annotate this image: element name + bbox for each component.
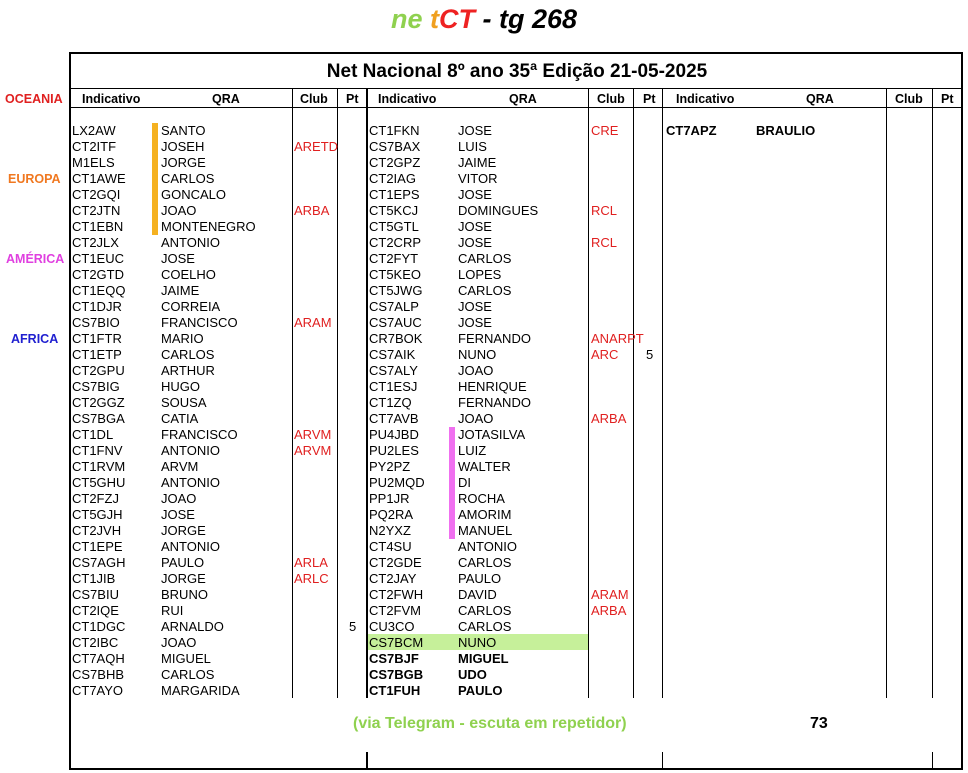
- row-qra: MIGUEL: [458, 651, 509, 666]
- row-qra: JOAO: [458, 411, 494, 426]
- header-qra-2: QRA: [509, 92, 537, 106]
- row-qra: VITOR: [458, 171, 498, 186]
- row-qra: UDO: [458, 667, 487, 682]
- america-marker-bar: [449, 427, 455, 539]
- row-qra: JOTASILVA: [458, 427, 526, 442]
- bottom-tick-2: [662, 752, 663, 768]
- group-divider-1: [366, 89, 368, 698]
- row-call: CS7BHB: [72, 667, 125, 682]
- row-call: CT7APZ: [666, 123, 717, 138]
- col1-pt-divider: [337, 89, 338, 698]
- continent-oceania: OCEANIA: [5, 92, 63, 106]
- title-t: t: [430, 4, 439, 34]
- row-qra: PAULO: [161, 555, 205, 570]
- row-qra: HUGO: [161, 379, 200, 394]
- row-qra: CATIA: [161, 411, 199, 426]
- row-qra: JORGE: [161, 523, 206, 538]
- row-club: ARETD: [294, 139, 339, 154]
- row-call: CT1ETP: [72, 347, 122, 362]
- col2-club-divider: [588, 89, 589, 698]
- row-qra: ARVM: [161, 459, 199, 474]
- row-call: CT4SU: [369, 539, 412, 554]
- right-border: [961, 52, 963, 770]
- row-club: ARBA: [294, 203, 330, 218]
- row-qra: AMORIM: [458, 507, 512, 522]
- row-qra: ANTONIO: [161, 475, 220, 490]
- row-call: CT5GTL: [369, 219, 419, 234]
- row-call: CS7AIK: [369, 347, 416, 362]
- title-rest: - tg 268: [475, 4, 578, 34]
- row-qra: DAVID: [458, 587, 497, 602]
- row-call: CT5JWG: [369, 283, 423, 298]
- row-qra: JORGE: [161, 155, 206, 170]
- row-qra: BRUNO: [161, 587, 208, 602]
- header-club-2: Club: [597, 92, 625, 106]
- row-qra: DI: [458, 475, 471, 490]
- row-qra: JORGE: [161, 571, 206, 586]
- row-qra: ANTONIO: [161, 443, 220, 458]
- header-indicativo-3: Indicativo: [676, 92, 735, 106]
- row-qra: MARGARIDA: [161, 683, 240, 698]
- row-qra: COELHO: [161, 267, 216, 282]
- row-club: ARAM: [294, 315, 332, 330]
- row-call: CS7AUC: [369, 315, 422, 330]
- header-qra-3: QRA: [806, 92, 834, 106]
- row-call: CS7AGH: [72, 555, 126, 570]
- row-call: CT2JVH: [72, 523, 122, 538]
- row-club: ARVM: [294, 427, 332, 442]
- footer-total: 73: [810, 715, 828, 732]
- row-club: ANARPT: [591, 331, 644, 346]
- row-call: CT1FTR: [72, 331, 122, 346]
- left-border: [69, 52, 71, 770]
- row-call: CT5KEO: [369, 267, 422, 282]
- row-qra: MIGUEL: [161, 651, 211, 666]
- subtitle-divider: [70, 88, 963, 89]
- row-qra: JOSE: [458, 299, 492, 314]
- top-border: [70, 52, 963, 54]
- row-call: CT1ESJ: [369, 379, 418, 394]
- row-call: CT2JLX: [72, 235, 119, 250]
- header-pt-3: Pt: [941, 92, 954, 106]
- row-call: M1ELS: [72, 155, 115, 170]
- row-club: ARBA: [591, 411, 627, 426]
- row-qra: JOSE: [458, 315, 492, 330]
- row-qra: ANTONIO: [161, 539, 220, 554]
- row-call: CT2JTN: [72, 203, 121, 218]
- row-club: ARBA: [591, 603, 627, 618]
- header-indicativo-2: Indicativo: [378, 92, 437, 106]
- row-qra: JOAO: [161, 635, 197, 650]
- row-qra: FERNANDO: [458, 331, 531, 346]
- bottom-tick-1: [366, 752, 368, 768]
- row-qra: GONCALO: [161, 187, 227, 202]
- row-club: ARVM: [294, 443, 332, 458]
- row-qra: JOSE: [161, 507, 195, 522]
- row-qra: CARLOS: [161, 347, 215, 362]
- row-call: CT1ZQ: [369, 395, 412, 410]
- row-call: PU2MQD: [369, 475, 425, 490]
- row-call: CT2FYT: [369, 251, 419, 266]
- row-call: CT2IAG: [369, 171, 416, 186]
- row-qra: MARIO: [161, 331, 204, 346]
- row-call: CT1DL: [72, 427, 114, 442]
- row-qra: MONTENEGRO: [161, 219, 256, 234]
- row-qra: ROCHA: [458, 491, 505, 506]
- row-call: PQ2RA: [369, 507, 414, 522]
- group-divider-2: [662, 89, 663, 698]
- row-call: N2YXZ: [369, 523, 411, 538]
- row-call: CT2CRP: [369, 235, 422, 250]
- col2-pt-divider: [633, 89, 634, 698]
- row-qra: ANTONIO: [458, 539, 517, 554]
- row-call: CT2GPU: [72, 363, 125, 378]
- row-call: CT2ITF: [72, 139, 117, 154]
- row-call: CS7ALY: [369, 363, 418, 378]
- row-call: PP1JR: [369, 491, 410, 506]
- row-call: CT2IBC: [72, 635, 119, 650]
- row-qra: JOAO: [161, 203, 197, 218]
- row-qra: WALTER: [458, 459, 511, 474]
- row-qra: NUNO: [458, 635, 497, 650]
- row-call: CT1EPS: [369, 187, 420, 202]
- row-call: CT5KCJ: [369, 203, 419, 218]
- row-call: CS7BJF: [369, 651, 419, 666]
- row-qra: JOSE: [458, 187, 492, 202]
- row-call: CS7BGB: [369, 667, 424, 682]
- bottom-border: [70, 768, 963, 770]
- row-qra: CARLOS: [161, 171, 215, 186]
- row-qra: PAULO: [458, 683, 503, 698]
- row-call: PY2PZ: [369, 459, 411, 474]
- row-qra: JAIME: [458, 155, 497, 170]
- row-qra: RUI: [161, 603, 184, 618]
- row-call: CT2GDE: [369, 555, 422, 570]
- row-club: ARLC: [294, 571, 329, 586]
- title-ne: ne: [390, 4, 423, 34]
- row-qra: MANUEL: [458, 523, 513, 538]
- row-call: CS7BCM: [369, 635, 424, 650]
- row-qra: BRAULIO: [756, 123, 816, 138]
- row-qra: HENRIQUE: [458, 379, 527, 394]
- row-qra: ANTONIO: [161, 235, 220, 250]
- row-call: CT2GTD: [72, 267, 124, 282]
- header-pt-1: Pt: [346, 92, 359, 106]
- row-call: CT5GJH: [72, 507, 123, 522]
- row-qra: JOSE: [458, 219, 492, 234]
- title-ct: CT: [439, 4, 475, 34]
- row-call: CT2JAY: [369, 571, 417, 586]
- row-call: CR7BOK: [369, 331, 423, 346]
- row-qra: JOSEH: [161, 139, 205, 154]
- row-qra: JOAO: [161, 491, 197, 506]
- row-qra: ARTHUR: [161, 363, 215, 378]
- row-qra: NUNO: [458, 347, 497, 362]
- header-club-1: Club: [300, 92, 328, 106]
- row-pt: 5: [646, 347, 654, 362]
- row-call: CS7BAX: [369, 139, 421, 154]
- continent-america: AMÉRICA: [6, 252, 65, 266]
- row-club: RCL: [591, 235, 618, 250]
- row-call: CT1EUC: [72, 251, 125, 266]
- row-qra: CARLOS: [458, 283, 512, 298]
- row-qra: ARNALDO: [161, 619, 224, 634]
- row-call: CT7AQH: [72, 651, 125, 666]
- row-qra: FRANCISCO: [161, 427, 238, 442]
- col3-club-divider: [886, 89, 887, 698]
- row-club: ARAM: [591, 587, 629, 602]
- row-club: CRE: [591, 123, 619, 138]
- row-call: CS7ALP: [369, 299, 419, 314]
- row-qra: LOPES: [458, 267, 502, 282]
- row-club: RCL: [591, 203, 618, 218]
- row-call: CT1EBN: [72, 219, 124, 234]
- header-indicativo-1: Indicativo: [82, 92, 141, 106]
- row-club: ARC: [591, 347, 619, 362]
- row-call: CU3CO: [369, 619, 415, 634]
- row-qra: FRANCISCO: [161, 315, 238, 330]
- row-call: CT1FNV: [72, 443, 123, 458]
- row-qra: SOUSA: [161, 395, 207, 410]
- row-qra: JOAO: [458, 363, 494, 378]
- row-club: ARLA: [294, 555, 328, 570]
- header-qra-1: QRA: [212, 92, 240, 106]
- europe-marker-bar: [152, 123, 158, 235]
- row-qra: PAULO: [458, 571, 502, 586]
- continent-europa: EUROPA: [8, 172, 61, 186]
- row-call: CT7AVB: [369, 411, 419, 426]
- row-pt: 5: [349, 619, 357, 634]
- row-call: PU2LES: [369, 443, 419, 458]
- row-call: LX2AW: [72, 123, 116, 138]
- row-call: CT2FZJ: [72, 491, 119, 506]
- bottom-tick-3: [932, 752, 933, 768]
- row-qra: CARLOS: [458, 251, 512, 266]
- row-call: CT1AWE: [72, 171, 126, 186]
- row-call: CS7BIO: [72, 315, 120, 330]
- row-call: CT2IQE: [72, 603, 119, 618]
- row-qra: JOSE: [458, 235, 492, 250]
- footer-note: (via Telegram - escuta em repetidor): [353, 715, 627, 732]
- row-call: CT1FUH: [369, 683, 421, 698]
- col3-pt-divider: [932, 89, 933, 698]
- col1-club-divider: [292, 89, 293, 698]
- row-call: CT1FKN: [369, 123, 420, 138]
- row-qra: LUIS: [458, 139, 487, 154]
- row-call: CT1RVM: [72, 459, 126, 474]
- row-call: CT2GGZ: [72, 395, 125, 410]
- row-qra: CORREIA: [161, 299, 221, 314]
- row-call: CT1EPE: [72, 539, 123, 554]
- row-call: CT1EQQ: [72, 283, 126, 298]
- row-qra: DOMINGUES: [458, 203, 539, 218]
- row-qra: CARLOS: [458, 603, 512, 618]
- row-qra: JAIME: [161, 283, 200, 298]
- row-call: CS7BGA: [72, 411, 125, 426]
- page-title: [0, 4, 968, 35]
- row-qra: CARLOS: [161, 667, 215, 682]
- row-call: CT2FWH: [369, 587, 424, 602]
- row-call: CT1DGC: [72, 619, 126, 634]
- row-call: CT7AYO: [72, 683, 124, 698]
- row-qra: SANTO: [161, 123, 206, 138]
- row-call: CT2GPZ: [369, 155, 421, 170]
- row-qra: CARLOS: [458, 555, 512, 570]
- row-qra: CARLOS: [458, 619, 512, 634]
- row-qra: JOSE: [161, 251, 195, 266]
- header-club-3: Club: [895, 92, 923, 106]
- row-qra: FERNANDO: [458, 395, 531, 410]
- net-subtitle: Net Nacional 8º ano 35ª Edição 21-05-2025: [326, 61, 708, 82]
- row-qra: JOSE: [458, 123, 492, 138]
- continent-africa: AFRICA: [11, 332, 59, 346]
- row-call: CT2FVM: [369, 603, 421, 618]
- row-call: CT5GHU: [72, 475, 126, 490]
- header-divider: [70, 107, 963, 108]
- row-call: CT2GQI: [72, 187, 121, 202]
- row-call: CT1DJR: [72, 299, 122, 314]
- row-call: CS7BIG: [72, 379, 120, 394]
- row-call: CT1JIB: [72, 571, 116, 586]
- row-call: CS7BIU: [72, 587, 119, 602]
- row-call: PU4JBD: [369, 427, 419, 442]
- row-qra: LUIZ: [458, 443, 487, 458]
- header-pt-2: Pt: [643, 92, 656, 106]
